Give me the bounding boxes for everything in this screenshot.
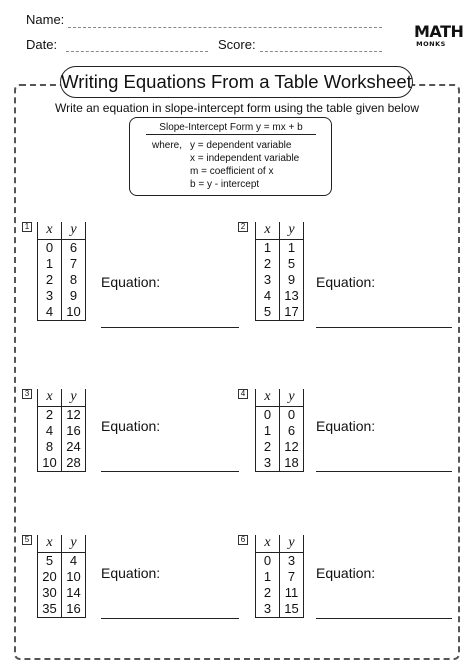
score-field[interactable] bbox=[260, 51, 382, 52]
problem-number: 2 bbox=[238, 222, 248, 232]
y-value-cell: 7 bbox=[62, 256, 86, 272]
score-label: Score: bbox=[218, 37, 256, 52]
table-row bbox=[256, 288, 304, 304]
y-value-cell: 10 bbox=[62, 569, 86, 585]
table-row bbox=[38, 569, 86, 585]
x-value-cell: 1 bbox=[256, 423, 280, 439]
logo-bottom-text: MONKS bbox=[416, 40, 446, 48]
problem-number: 4 bbox=[238, 389, 248, 399]
y-value-cell: 17 bbox=[280, 304, 304, 321]
table-row bbox=[256, 239, 304, 256]
formula-b-definition: b = y - intercept bbox=[190, 179, 260, 190]
x-value-cell: 2 bbox=[38, 272, 62, 288]
table-row bbox=[38, 552, 86, 569]
y-value-cell: 12 bbox=[62, 406, 86, 423]
y-column-header: y bbox=[280, 222, 304, 239]
y-value-cell: 0 bbox=[280, 406, 304, 423]
table-row bbox=[38, 288, 86, 304]
problem-number: 3 bbox=[22, 389, 32, 399]
table-header-row bbox=[38, 535, 86, 552]
table-header-row bbox=[256, 535, 304, 552]
xy-table bbox=[37, 222, 86, 321]
table-row bbox=[256, 439, 304, 455]
y-value-cell: 18 bbox=[280, 455, 304, 472]
y-column-header: y bbox=[62, 535, 86, 552]
y-value-cell: 8 bbox=[62, 272, 86, 288]
table-row bbox=[38, 423, 86, 439]
x-value-cell: 5 bbox=[38, 552, 62, 569]
y-column-header: y bbox=[280, 389, 304, 406]
worksheet-title: Writing Equations From a Table Worksheet bbox=[60, 66, 413, 98]
table-row bbox=[256, 256, 304, 272]
instruction-text: Write an equation in slope-intercept form using the table given below bbox=[55, 101, 419, 115]
x-value-cell: 2 bbox=[256, 585, 280, 601]
table-row bbox=[256, 423, 304, 439]
equation-label: Equation: bbox=[316, 565, 376, 581]
y-value-cell: 28 bbox=[62, 455, 86, 472]
table-row bbox=[38, 304, 86, 321]
y-column-header: y bbox=[62, 389, 86, 406]
math-monks-logo bbox=[414, 22, 464, 48]
x-value-cell: 10 bbox=[38, 455, 62, 472]
x-value-cell: 0 bbox=[256, 406, 280, 423]
logo-top-text: MATH bbox=[414, 22, 464, 41]
formula-y-definition: y = dependent variable bbox=[190, 140, 292, 151]
table-row bbox=[38, 272, 86, 288]
formula-box bbox=[129, 117, 332, 196]
y-value-cell: 16 bbox=[62, 601, 86, 618]
x-column-header: x bbox=[256, 535, 280, 552]
formula-m-definition: m = coefficient of x bbox=[190, 166, 274, 177]
equation-label: Equation: bbox=[316, 274, 376, 290]
table-row bbox=[38, 239, 86, 256]
x-value-cell: 2 bbox=[38, 406, 62, 423]
y-value-cell: 9 bbox=[280, 272, 304, 288]
table-row bbox=[38, 455, 86, 472]
table-row bbox=[256, 406, 304, 423]
x-value-cell: 1 bbox=[256, 239, 280, 256]
table-row bbox=[38, 406, 86, 423]
table-header-row bbox=[38, 222, 86, 239]
equation-answer-line[interactable] bbox=[101, 327, 239, 328]
table-header-row bbox=[256, 222, 304, 239]
table-header-row bbox=[256, 389, 304, 406]
table-row bbox=[256, 304, 304, 321]
y-value-cell: 6 bbox=[62, 239, 86, 256]
y-value-cell: 11 bbox=[280, 585, 304, 601]
y-value-cell: 15 bbox=[280, 601, 304, 618]
x-value-cell: 5 bbox=[256, 304, 280, 321]
y-value-cell: 24 bbox=[62, 439, 86, 455]
y-value-cell: 4 bbox=[62, 552, 86, 569]
x-column-header: x bbox=[38, 389, 62, 406]
x-value-cell: 1 bbox=[256, 569, 280, 585]
table-header-row bbox=[38, 389, 86, 406]
equation-label: Equation: bbox=[316, 418, 376, 434]
x-value-cell: 30 bbox=[38, 585, 62, 601]
x-value-cell: 4 bbox=[38, 423, 62, 439]
x-value-cell: 0 bbox=[256, 552, 280, 569]
y-value-cell: 5 bbox=[280, 256, 304, 272]
problem-number: 1 bbox=[22, 222, 32, 232]
xy-table bbox=[37, 389, 86, 472]
equation-answer-line[interactable] bbox=[316, 327, 452, 328]
equation-answer-line[interactable] bbox=[101, 618, 239, 619]
date-label: Date: bbox=[26, 37, 58, 52]
equation-answer-line[interactable] bbox=[101, 471, 239, 472]
xy-table bbox=[255, 535, 304, 618]
equation-answer-line[interactable] bbox=[316, 471, 452, 472]
x-value-cell: 2 bbox=[256, 439, 280, 455]
y-column-header: y bbox=[62, 222, 86, 239]
formula-where: where, bbox=[152, 140, 183, 151]
x-column-header: x bbox=[256, 389, 280, 406]
name-field[interactable] bbox=[68, 27, 382, 28]
x-value-cell: 4 bbox=[256, 288, 280, 304]
y-value-cell: 9 bbox=[62, 288, 86, 304]
table-row bbox=[38, 256, 86, 272]
formula-heading: Slope-Intercept Form y = mx + b bbox=[146, 122, 316, 135]
x-column-header: x bbox=[38, 535, 62, 552]
xy-table bbox=[255, 222, 304, 321]
y-value-cell: 3 bbox=[280, 552, 304, 569]
problem-number: 6 bbox=[238, 535, 248, 545]
x-value-cell: 35 bbox=[38, 601, 62, 618]
y-value-cell: 1 bbox=[280, 239, 304, 256]
x-column-header: x bbox=[256, 222, 280, 239]
y-value-cell: 6 bbox=[280, 423, 304, 439]
table-row bbox=[256, 569, 304, 585]
x-column-header: x bbox=[38, 222, 62, 239]
equation-label: Equation: bbox=[101, 565, 161, 581]
x-value-cell: 20 bbox=[38, 569, 62, 585]
xy-table bbox=[37, 535, 86, 618]
x-value-cell: 1 bbox=[38, 256, 62, 272]
equation-label: Equation: bbox=[101, 274, 161, 290]
name-label: Name: bbox=[26, 12, 65, 27]
y-value-cell: 12 bbox=[280, 439, 304, 455]
x-value-cell: 3 bbox=[256, 455, 280, 472]
x-value-cell: 8 bbox=[38, 439, 62, 455]
table-row bbox=[256, 552, 304, 569]
date-field[interactable] bbox=[66, 51, 208, 52]
y-value-cell: 13 bbox=[280, 288, 304, 304]
y-value-cell: 16 bbox=[62, 423, 86, 439]
xy-table bbox=[255, 389, 304, 472]
table-row bbox=[256, 272, 304, 288]
x-value-cell: 3 bbox=[256, 601, 280, 618]
x-value-cell: 3 bbox=[38, 288, 62, 304]
equation-answer-line[interactable] bbox=[316, 618, 452, 619]
x-value-cell: 2 bbox=[256, 256, 280, 272]
table-row bbox=[256, 585, 304, 601]
x-value-cell: 4 bbox=[38, 304, 62, 321]
y-value-cell: 7 bbox=[280, 569, 304, 585]
table-row bbox=[256, 601, 304, 618]
y-column-header: y bbox=[280, 535, 304, 552]
table-row bbox=[256, 455, 304, 472]
equation-label: Equation: bbox=[101, 418, 161, 434]
x-value-cell: 3 bbox=[256, 272, 280, 288]
table-row bbox=[38, 585, 86, 601]
table-row bbox=[38, 601, 86, 618]
y-value-cell: 14 bbox=[62, 585, 86, 601]
y-value-cell: 10 bbox=[62, 304, 86, 321]
table-row bbox=[38, 439, 86, 455]
problem-number: 5 bbox=[22, 535, 32, 545]
x-value-cell: 0 bbox=[38, 239, 62, 256]
formula-x-definition: x = independent variable bbox=[190, 153, 300, 164]
